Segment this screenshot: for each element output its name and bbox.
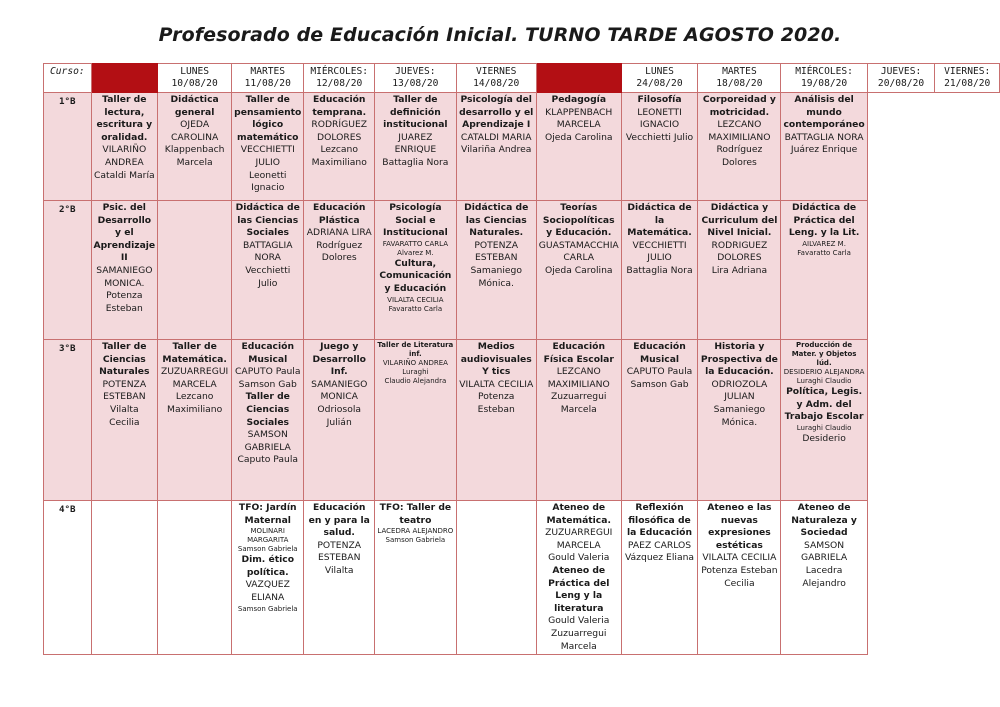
schedule-cell <box>91 340 158 501</box>
teacher-name: VAZQUEZ ELIANA <box>245 579 290 603</box>
teacher-name: Lira Adriana <box>711 264 768 276</box>
teacher-name: POTENZA ESTEBAN <box>102 378 147 403</box>
teacher-name: Samson Gabriela <box>385 536 446 545</box>
subject-name: Producción de Mater. y Objetos lúd. <box>791 341 857 367</box>
schedule-cell <box>232 340 304 501</box>
schedule-row <box>44 501 1000 655</box>
schedule-cell <box>621 201 698 340</box>
teacher-name: POTENZA ESTEBAN <box>317 539 362 564</box>
teacher-name: Vázquez Eliana <box>624 552 695 564</box>
schedule-cell <box>621 93 698 201</box>
subject-name: Taller de definición institucional <box>383 94 448 131</box>
schedule-row <box>44 201 1000 340</box>
subject-name: Psic. del Desarrollo y el Aprendizaje II <box>93 202 156 264</box>
subject-name: Ateneo de Naturaleza y Sociedad <box>791 502 857 539</box>
curso-label: 3°B <box>44 340 92 501</box>
schedule-cell <box>375 201 457 340</box>
subject-name: Cultura, Comunicación y Educación <box>379 257 452 294</box>
teacher-name: LEZCANO MAXIMILIANO <box>708 119 771 143</box>
subject-name: Didáctica de Práctica del Leng. y la Lit. <box>788 202 860 239</box>
teacher-name: SAMANIEGO MONICA. <box>96 264 153 289</box>
day-header: JUEVES: 13/08/20 <box>375 64 457 93</box>
teacher-name: Alvarez M. <box>397 248 434 257</box>
schedule-cell <box>536 201 621 340</box>
teacher-name: Samson Gab <box>238 378 297 390</box>
teacher-name: Zuzuarregui Marcela <box>551 627 607 652</box>
subject-name: TFO: Taller de teatro <box>379 502 452 526</box>
teacher-name: Cataldi María <box>93 169 155 181</box>
schedule-cell <box>375 501 457 655</box>
schedule-cell <box>781 501 867 655</box>
teacher-name: RODRÍGUEZ DOLORES <box>311 119 368 143</box>
teacher-name: RODRIGUEZ DOLORES <box>711 239 768 264</box>
teacher-name: Vilariña Andrea <box>461 144 532 156</box>
teacher-name: GUASTAMACCHIA CARLA <box>538 239 619 264</box>
teacher-name: Lacedra Alejandro <box>802 564 846 589</box>
teacher-name: Lezcano Maximiliano <box>311 144 367 168</box>
teacher-name: Favaratto Carla <box>388 304 443 313</box>
schedule-cell <box>621 340 698 501</box>
teacher-name: FAVARATTO CARLA <box>382 239 448 248</box>
teacher-name: Battaglia Nora <box>626 264 693 276</box>
teacher-name: Samson Gabriela <box>237 604 298 613</box>
schedule-row <box>44 93 1000 201</box>
teacher-name: LACEDRA ALEJANDRO <box>377 527 454 536</box>
teacher-name: CAPUTO Paula <box>626 366 693 378</box>
day-header: MIÉRCOLES: 12/08/20 <box>304 64 375 93</box>
subject-name: Política, Legis. y Adm. del Trabajo Escolar <box>784 386 864 423</box>
teacher-name: BATTAGLIA NORA <box>242 239 293 264</box>
schedule-cell <box>91 201 158 340</box>
curso-header: Curso: <box>44 64 92 93</box>
teacher-name: Caputo Paula <box>237 454 299 466</box>
subject-name: Juego y Desarrollo Inf. <box>312 341 366 378</box>
teacher-name: VILARIÑO ANDREA <box>102 144 147 168</box>
teacher-name: OJEDA CAROLINA <box>170 119 219 143</box>
curso-label: 1°B <box>44 93 92 201</box>
teacher-name: PAEZ CARLOS <box>627 539 692 551</box>
schedule-cell <box>698 501 781 655</box>
teacher-name: Claudio Alejandra <box>384 377 447 385</box>
teacher-name: VILARIÑO ANDREA <box>382 359 448 367</box>
schedule-cell <box>375 340 457 501</box>
day-header: JUEVES: 20/08/20 <box>867 64 935 93</box>
schedule-cell <box>304 501 375 655</box>
schedule-cell <box>698 340 781 501</box>
schedule-cell <box>456 340 536 501</box>
subject-name: Teorías Sociopolíticas y Educación. <box>542 202 615 239</box>
teacher-name: KLAPPENBACH MARCELA <box>545 106 613 131</box>
teacher-name: Vecchietti Julio <box>245 264 291 289</box>
teacher-name: Gould Valeria <box>548 552 610 564</box>
teacher-name: Potenza Esteban <box>105 290 143 314</box>
teacher-name: ODRIOZOLA JULIAN <box>711 378 768 403</box>
teacher-name: Odriosola Julián <box>317 403 362 428</box>
schedule-cell <box>304 340 375 501</box>
subject-name: Educación en y para la salud. <box>308 502 370 539</box>
schedule-cell <box>91 501 158 655</box>
subject-name: Ateneo de Práctica del Leng y la literatura <box>548 564 610 614</box>
header-row <box>44 64 1000 93</box>
teacher-name: SAMANIEGO MONICA <box>311 378 368 403</box>
teacher-name: Potenza Esteban <box>477 391 515 415</box>
teacher-name: Zuzuarregui Marcela <box>551 391 607 415</box>
subject-name: Educación temprana. <box>312 94 367 118</box>
teacher-name: Leonetti Ignacio <box>249 169 287 194</box>
subject-name: Taller de lectura, escritura y oralidad. <box>96 94 153 143</box>
teacher-name: Battaglia Nora <box>382 156 449 168</box>
schedule-cell <box>232 201 304 340</box>
subject-name: Análisis del mundo contemporáneo <box>783 94 865 131</box>
subject-name: Ateneo de Matemática. <box>546 502 611 526</box>
day-header: LUNES 10/08/20 <box>158 64 232 93</box>
schedule-cell <box>781 340 867 501</box>
subject-name: Didáctica de las Ciencias Sociales <box>235 202 300 239</box>
teacher-name: Samson Gabriela <box>237 545 298 554</box>
teacher-name: Juárez Enrique <box>790 144 858 156</box>
subject-name: Didáctica general <box>170 94 219 118</box>
subject-name: Ateneo e las nuevas expresiones estéticas <box>707 502 772 551</box>
subject-name: Educación Física Escolar <box>543 341 614 365</box>
subject-name: Dim. ético política. <box>241 554 295 578</box>
subject-name: Educación Plástica <box>312 202 366 226</box>
teacher-name: Samaniego Mónica. <box>713 403 766 428</box>
teacher-name: VILALTA CECILIA <box>387 295 444 304</box>
teacher-name: Luraghi Claudio <box>796 423 852 432</box>
red-divider-right <box>536 64 621 93</box>
teacher-name: POTENZA ESTEBAN <box>474 239 519 264</box>
teacher-name: Lezcano Maximiliano <box>167 391 223 415</box>
schedule-cell <box>621 501 698 655</box>
subject-name: Didáctica y Curriculum del Nivel Inicial. <box>701 202 778 239</box>
schedule-cell <box>456 93 536 201</box>
day-header: VIERNES 14/08/20 <box>456 64 536 93</box>
schedule-cell <box>698 201 781 340</box>
teacher-name: SAMSON GABRIELA <box>800 539 848 564</box>
subject-name: Educación Musical <box>633 341 686 365</box>
subject-name: Psicología Social e Institucional <box>383 202 448 239</box>
teacher-name: SAMSON GABRIELA <box>244 429 291 453</box>
schedule-cell <box>536 93 621 201</box>
teacher-name: Rodríguez Dolores <box>316 239 363 264</box>
subject-name: Taller de Ciencias Sociales <box>245 391 290 428</box>
teacher-name: DESIDERIO ALEJANDRA <box>783 368 865 376</box>
subject-name: Filosofía <box>637 94 682 105</box>
teacher-name: Luraghi Claudio <box>796 377 852 385</box>
page-title: Profesorado de Educación Inicial. TURNO TARDE AGOSTO 2020. <box>158 24 842 46</box>
day-header: MIÉRCOLES: 19/08/20 <box>781 64 867 93</box>
teacher-name: Luraghi <box>402 368 429 376</box>
schedule-cell <box>781 93 867 201</box>
schedule-cell <box>698 93 781 201</box>
subject-name: Medios audiovisuales Y tics <box>460 341 532 378</box>
teacher-name: VECCHIETTI JULIO <box>632 239 687 264</box>
teacher-name: Ojeda Carolina <box>544 264 613 276</box>
schedule-cell <box>375 93 457 201</box>
schedule-cell <box>158 93 232 201</box>
subject-name: Taller de Matemática. <box>162 341 227 365</box>
teacher-name: Rodríguez Dolores <box>716 144 763 168</box>
schedule-cell <box>91 93 158 201</box>
subject-name: Corporeidad y motricidad. <box>702 94 776 118</box>
schedule-table <box>43 63 1000 655</box>
schedule-cell <box>456 501 536 655</box>
teacher-name: LEONETTI IGNACIO <box>637 106 682 131</box>
teacher-name: JUAREZ ENRIQUE <box>394 131 437 156</box>
subject-name: Didáctica de las Ciencias Naturales. <box>464 202 529 239</box>
curso-label: 4°B <box>44 501 92 655</box>
schedule-cell <box>456 201 536 340</box>
schedule-cell <box>158 501 232 655</box>
schedule-cell <box>781 201 867 340</box>
teacher-name: VECCHIETTI JULIO <box>240 144 295 168</box>
schedule-cell <box>158 340 232 501</box>
teacher-name: Gould Valeria <box>548 615 610 627</box>
teacher-name: Klappenbach Marcela <box>164 144 225 168</box>
day-header: MARTES 11/08/20 <box>232 64 304 93</box>
subject-name: Educación Musical <box>241 341 294 365</box>
teacher-name: Potenza Esteban Cecilia <box>701 564 778 589</box>
curso-label: 2°B <box>44 201 92 340</box>
subject-name: Taller de pensamiento lógico matemático <box>234 94 302 143</box>
schedule-cell <box>304 201 375 340</box>
subject-name: Psicología del desarrollo y el Aprendizaje I <box>459 94 534 131</box>
teacher-name: ZUZUARREGUI MARCELA <box>545 527 613 551</box>
teacher-name: Vilalta <box>324 564 354 576</box>
schedule-cell <box>232 501 304 655</box>
teacher-name: Favaratto Carla <box>797 248 851 257</box>
red-divider-left <box>91 64 158 93</box>
subject-name: Taller de Literatura inf. <box>377 341 454 358</box>
day-header: LUNES 24/08/20 <box>621 64 698 93</box>
subject-name: Historia y Prospectiva de la Educación. <box>700 341 778 378</box>
teacher-name: ZUZUARREGUI MARCELA <box>160 366 229 390</box>
teacher-name: BATTAGLIA NORA <box>784 131 864 143</box>
teacher-name: Vilalta Cecilia <box>109 403 140 428</box>
teacher-name: VILALTA CECILIA <box>702 552 777 564</box>
subject-name: Taller de Ciencias Naturales <box>99 341 150 378</box>
schedule-cell <box>158 201 232 340</box>
teacher-name: LEZCANO MAXIMILIANO <box>547 366 610 390</box>
teacher-name: CAPUTO Paula <box>235 366 301 378</box>
teacher-name: Samaniego Mónica. <box>470 264 522 289</box>
day-header: MARTES 18/08/20 <box>698 64 781 93</box>
teacher-name: VILALTA CECILIA <box>459 378 534 390</box>
day-header: VIERNES: 21/08/20 <box>935 64 1000 93</box>
subject-name: TFO: Jardín Maternal <box>238 502 297 526</box>
subject-name: Didáctica de la Matemática. <box>627 202 692 239</box>
subject-name: Reflexión filosófica de la Educación <box>626 502 693 539</box>
teacher-name: MOLINARI MARGARITA <box>247 527 289 545</box>
schedule-cell <box>536 501 621 655</box>
teacher-name: Samson Gab <box>630 378 689 390</box>
teacher-name: AILVAREZ M. <box>802 239 846 248</box>
subject-name: Pedagogía <box>551 94 607 105</box>
teacher-name: Ojeda Carolina <box>544 131 613 143</box>
teacher-name: Vecchietti Julio <box>625 131 694 143</box>
schedule-cell <box>536 340 621 501</box>
teacher-name: Desiderio <box>802 432 846 444</box>
teacher-name: ADRIANA LIRA <box>306 227 372 239</box>
schedule-row <box>44 340 1000 501</box>
schedule-cell <box>304 93 375 201</box>
teacher-name: CATALDI MARIA <box>460 131 532 143</box>
schedule-cell <box>232 93 304 201</box>
